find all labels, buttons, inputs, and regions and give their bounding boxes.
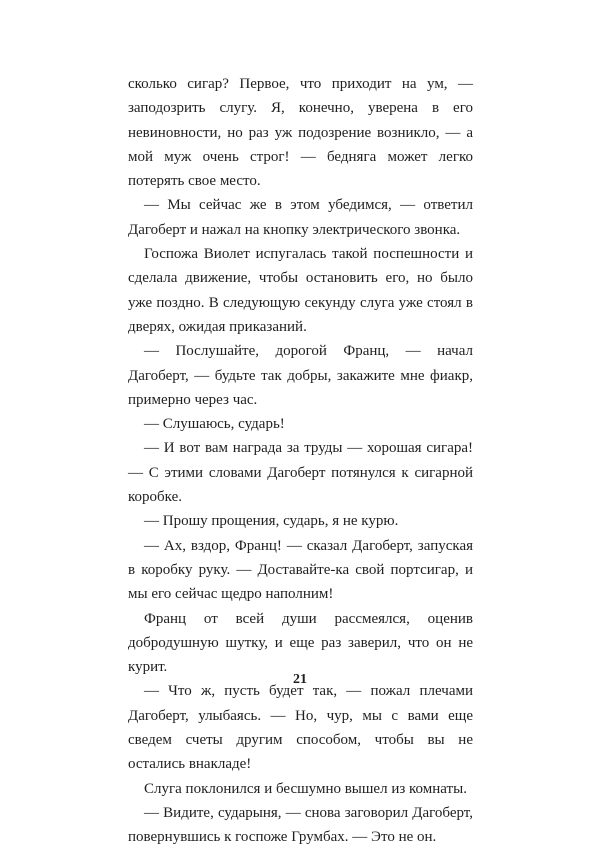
paragraph: Франц от всей души рассмеялся, оценив добродушную шутку, и еще раз заверил, что он не курит. — [128, 610, 473, 676]
paragraph: — Ах, вздор, Франц! — сказал Дагоберт, запуская в коробку руку. — Доставайте-ка свой портсигар, и мы его сейчас щедро наполним! — [128, 537, 473, 603]
body-text — [128, 72, 473, 850]
paragraph: — Видите, сударыня, — снова заговорил Дагоберт, повернувшись к госпоже Грумбах. — Это не он. — [128, 804, 473, 846]
paragraph: — Что ж, пусть будет так, — пожал плечами Дагоберт, улыбаясь. — Но, чур, мы с вами еще сведем счеты другим способом, чтобы вы не остались внакладе! — [128, 683, 473, 773]
paragraph: — Прошу прощения, сударь, я не курю. — [144, 513, 399, 530]
paragraph: сколько сигар? Первое, что приходит на ум, — заподозрить слугу. Я, конечно, уверена в его невиновности, но раз уж подозрение возникло, — а мой муж очень строг! — бедняга может легко потерять свое место. — [128, 76, 473, 190]
page-number: 21 — [293, 672, 307, 687]
paragraph: — Послушайте, дорогой Франц, — начал Дагоберт, — будьте так добры, закажите мне фиакр, примерно через час. — [128, 343, 473, 408]
paragraph: Госпожа Виолет испугалась такой поспешности и сделала движение, чтобы остановить его, но было уже поздно. В следующую секунду слуга уже стоял в дверях, ожидая приказаний. — [128, 246, 473, 335]
paragraph: Слуга поклонился и бесшумно вышел из комнаты. — [144, 780, 467, 797]
paragraph: — Мы сейчас же в этом убедимся, — ответил Дагоберт и нажал на кнопку электрического звонка. — [128, 197, 473, 238]
paragraph: — И вот вам награда за труды — хорошая сигара! — С этими словами Дагоберт потянулся к сигарной коробке. — [128, 440, 473, 506]
paragraph: — Слушаюсь, сударь! — [144, 416, 285, 433]
